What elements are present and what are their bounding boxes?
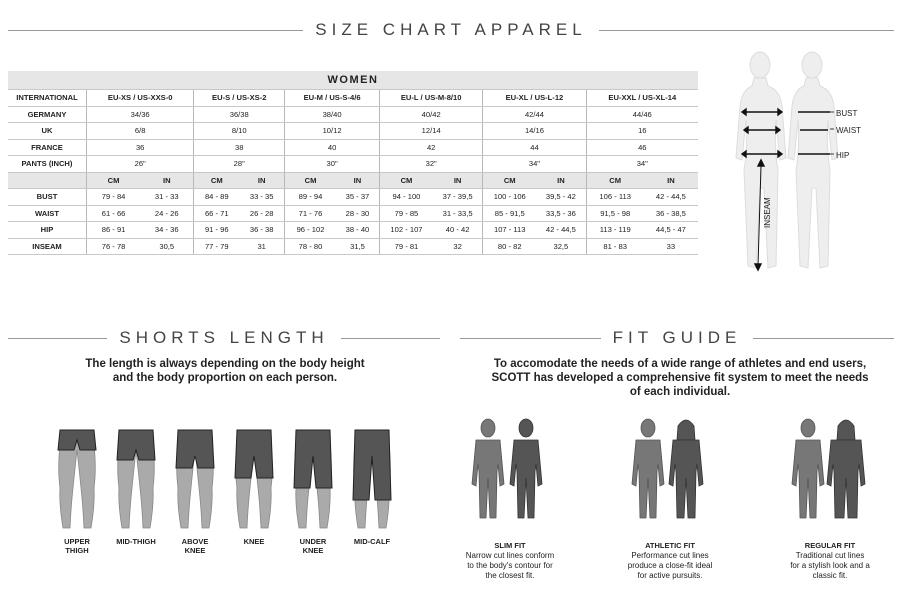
table-row xyxy=(8,106,698,123)
divider xyxy=(460,338,601,339)
row-label: GERMANY xyxy=(8,106,87,123)
table-cell: 14/16 xyxy=(483,123,586,140)
shorts-heading xyxy=(8,328,440,348)
table-row xyxy=(8,205,698,222)
fit-caption: REGULAR FIT Traditional cut lines for a stylish look and a classic fit. xyxy=(775,541,885,581)
shorts-title: SHORTS LENGTH xyxy=(119,328,329,347)
table-cell: 38 xyxy=(194,139,285,156)
table-cell-in: 42 - 44,5 xyxy=(536,222,586,239)
table-cell-in: 40 - 42 xyxy=(433,222,483,239)
table-cell-cm: 85 - 91,5 xyxy=(483,205,536,222)
fit-figure xyxy=(780,414,880,529)
table-cell-cm: 113 - 119 xyxy=(586,222,644,239)
fit-title: FIT GUIDE xyxy=(612,328,742,347)
shorts-intro: The length is always depending on the body height and the body proportion on each person. xyxy=(85,358,365,384)
table-cell-in: 33 - 35 xyxy=(239,189,284,206)
shorts-label: MID-CALF xyxy=(353,537,391,546)
table-cell-in: 33 xyxy=(644,238,698,255)
table-cell: 16 xyxy=(586,123,698,140)
table-cell-in: 24 - 26 xyxy=(140,205,194,222)
table-cell-cm: 91,5 - 98 xyxy=(586,205,644,222)
person-figure xyxy=(669,420,703,518)
unit-cm: CM xyxy=(285,172,336,189)
table-cell: 36 xyxy=(87,139,194,156)
shorts-label: KNEE xyxy=(243,537,265,546)
person-figure xyxy=(792,419,824,518)
unit-in: IN xyxy=(239,172,284,189)
table-cell-in: 31 xyxy=(239,238,284,255)
table-cell-cm: 94 - 100 xyxy=(380,189,433,206)
table-cell-cm: 86 - 91 xyxy=(87,222,141,239)
size-header: EU-XXL / US-XL-14 xyxy=(586,90,698,107)
unit-in: IN xyxy=(644,172,698,189)
table-cell-cm: 78 - 80 xyxy=(285,238,336,255)
table-cell: 34" xyxy=(483,156,586,173)
unit-in: IN xyxy=(536,172,586,189)
table-cell: 12/14 xyxy=(380,123,483,140)
divider xyxy=(341,338,440,339)
table-cell-cm: 79 - 85 xyxy=(380,205,433,222)
fit-intro: To accomodate the needs of a wide range of athletes and end users, SCOTT has developed a comprehensive fit system to meet the needs of each individual. xyxy=(491,358,869,398)
table-cell-in: 38 - 40 xyxy=(336,222,380,239)
unit-in: IN xyxy=(336,172,380,189)
fit-figure xyxy=(620,414,720,529)
table-cell-in: 37 - 39,5 xyxy=(433,189,483,206)
table-cell-cm: 100 - 106 xyxy=(483,189,536,206)
divider xyxy=(753,338,894,339)
size-header: EU-L / US-M-8/10 xyxy=(380,90,483,107)
size-header: EU-XS / US-XXS-0 xyxy=(87,90,194,107)
size-header: EU-M / US-S-4/6 xyxy=(285,90,380,107)
shorts-figure xyxy=(165,426,225,536)
table-cell: 34/36 xyxy=(87,106,194,123)
table-cell-in: 31 - 33,5 xyxy=(433,205,483,222)
table-cell-in: 32 xyxy=(433,238,483,255)
shorts-figure xyxy=(342,426,402,536)
divider xyxy=(8,338,107,339)
table-cell-in: 30,5 xyxy=(140,238,194,255)
hip-label: HIP xyxy=(836,151,850,160)
table-cell-cm: 81 - 83 xyxy=(586,238,644,255)
table-cell-in: 31,5 xyxy=(336,238,380,255)
shorts xyxy=(176,430,214,468)
table-cell: 28" xyxy=(194,156,285,173)
table-cell-in: 44,5 - 47 xyxy=(644,222,698,239)
shorts xyxy=(294,430,332,488)
size-header: EU-S / US-XS-2 xyxy=(194,90,285,107)
table-cell-cm: 79 - 84 xyxy=(87,189,141,206)
shorts xyxy=(235,430,273,478)
table-cell: 44/46 xyxy=(586,106,698,123)
table-row xyxy=(8,123,698,140)
table-cell: 46 xyxy=(586,139,698,156)
bust-label: BUST xyxy=(836,109,858,118)
units-row xyxy=(8,172,698,189)
table-cell-cm: 107 - 113 xyxy=(483,222,536,239)
row-label: WAIST xyxy=(8,205,87,222)
unit-cm: CM xyxy=(194,172,239,189)
table-cell-cm: 102 - 107 xyxy=(380,222,433,239)
person-figure xyxy=(632,419,664,518)
table-cell-cm: 96 - 102 xyxy=(285,222,336,239)
unit-in: IN xyxy=(140,172,194,189)
shorts-figure xyxy=(47,426,107,536)
unit-cm: CM xyxy=(483,172,536,189)
table-cell-in: 32,5 xyxy=(536,238,586,255)
shorts xyxy=(353,430,391,500)
table-cell-cm: 89 - 94 xyxy=(285,189,336,206)
table-cell: 40/42 xyxy=(380,106,483,123)
row-label: HIP xyxy=(8,222,87,239)
table-row xyxy=(8,156,698,173)
table-cell-in: 35 - 37 xyxy=(336,189,380,206)
unit-cm: CM xyxy=(586,172,644,189)
table-cell-cm: 80 - 82 xyxy=(483,238,536,255)
table-cell-cm: 106 - 113 xyxy=(586,189,644,206)
table-cell-cm: 84 - 89 xyxy=(194,189,239,206)
table-row xyxy=(8,139,698,156)
table-cell-in: 39,5 - 42 xyxy=(536,189,586,206)
table-cell-in: 36 - 38 xyxy=(239,222,284,239)
person-figure xyxy=(510,419,542,518)
row-label: PANTS (INCH) xyxy=(8,156,87,173)
table-cell-in: 42 - 44,5 xyxy=(644,189,698,206)
fit-heading xyxy=(460,328,894,348)
unit-cm: CM xyxy=(87,172,141,189)
table-cell-in: 31 - 33 xyxy=(140,189,194,206)
row-label: INSEAM xyxy=(8,238,87,255)
table-cell: 32" xyxy=(380,156,483,173)
table-cell-cm: 77 - 79 xyxy=(194,238,239,255)
table-cell-cm: 91 - 96 xyxy=(194,222,239,239)
inseam-label: INSEAM xyxy=(763,197,772,228)
shorts xyxy=(117,430,155,460)
table-cell: 40 xyxy=(285,139,380,156)
header-label: INTERNATIONAL xyxy=(8,90,87,107)
size-chart-table xyxy=(8,71,698,255)
fit-caption: SLIM FIT Narrow cut lines conform to the body's contour for the closest fit. xyxy=(455,541,565,581)
shorts-label: UNDER KNEE xyxy=(299,537,327,555)
table-cell-cm: 79 - 81 xyxy=(380,238,433,255)
table-row xyxy=(8,238,698,255)
table-cell: 34" xyxy=(586,156,698,173)
table-cell: 42 xyxy=(380,139,483,156)
table-cell: 26" xyxy=(87,156,194,173)
table-cell-in: 36 - 38,5 xyxy=(644,205,698,222)
table-row xyxy=(8,189,698,206)
shorts-label: ABOVE KNEE xyxy=(181,537,209,555)
table-cell: 42/44 xyxy=(483,106,586,123)
table-cell: 44 xyxy=(483,139,586,156)
table-cell: 30" xyxy=(285,156,380,173)
shorts-figure xyxy=(283,426,343,536)
unit-cm: CM xyxy=(380,172,433,189)
size-chart-heading xyxy=(8,20,894,40)
size-header: EU-XL / US-L-12 xyxy=(483,90,586,107)
table-cell-in: 33,5 - 36 xyxy=(536,205,586,222)
fit-name: REGULAR FIT xyxy=(804,541,856,550)
table-row xyxy=(8,222,698,239)
shorts-label: MID-THIGH xyxy=(116,537,156,546)
table-cell-in: 28 - 30 xyxy=(336,205,380,222)
fit-figure xyxy=(460,414,560,529)
shorts-label: UPPER THIGH xyxy=(64,537,90,555)
body-measurement-figure xyxy=(730,48,900,278)
fit-name: ATHLETIC FIT xyxy=(645,541,695,550)
size-chart-title: SIZE CHART APPAREL xyxy=(315,20,587,39)
female-figure-back xyxy=(788,52,838,268)
person-figure xyxy=(472,419,504,518)
row-label: BUST xyxy=(8,189,87,206)
divider xyxy=(8,30,303,31)
table-cell-cm: 71 - 76 xyxy=(285,205,336,222)
shorts-figure xyxy=(106,426,166,536)
table-cell: 6/8 xyxy=(87,123,194,140)
table-cell-cm: 66 - 71 xyxy=(194,205,239,222)
row-label: FRANCE xyxy=(8,139,87,156)
fit-name: SLIM FIT xyxy=(494,541,526,550)
unit-in: IN xyxy=(433,172,483,189)
fit-caption: ATHLETIC FIT Performance cut lines produce a close-fit ideal for active pursuits. xyxy=(615,541,725,581)
waist-label: WAIST xyxy=(836,126,862,135)
table-cell: 8/10 xyxy=(194,123,285,140)
shorts-figure xyxy=(224,426,284,536)
row-label: UK xyxy=(8,123,87,140)
table-cell: 36/38 xyxy=(194,106,285,123)
table-cell-cm: 61 - 66 xyxy=(87,205,141,222)
table-cell-in: 26 - 28 xyxy=(239,205,284,222)
table-cell: 10/12 xyxy=(285,123,380,140)
table-cell: 38/40 xyxy=(285,106,380,123)
person-figure xyxy=(827,420,865,518)
table-cell-cm: 76 - 78 xyxy=(87,238,141,255)
divider xyxy=(599,30,894,31)
table-title: WOMEN xyxy=(8,71,698,90)
table-cell-in: 34 - 36 xyxy=(140,222,194,239)
table-row xyxy=(8,90,698,107)
